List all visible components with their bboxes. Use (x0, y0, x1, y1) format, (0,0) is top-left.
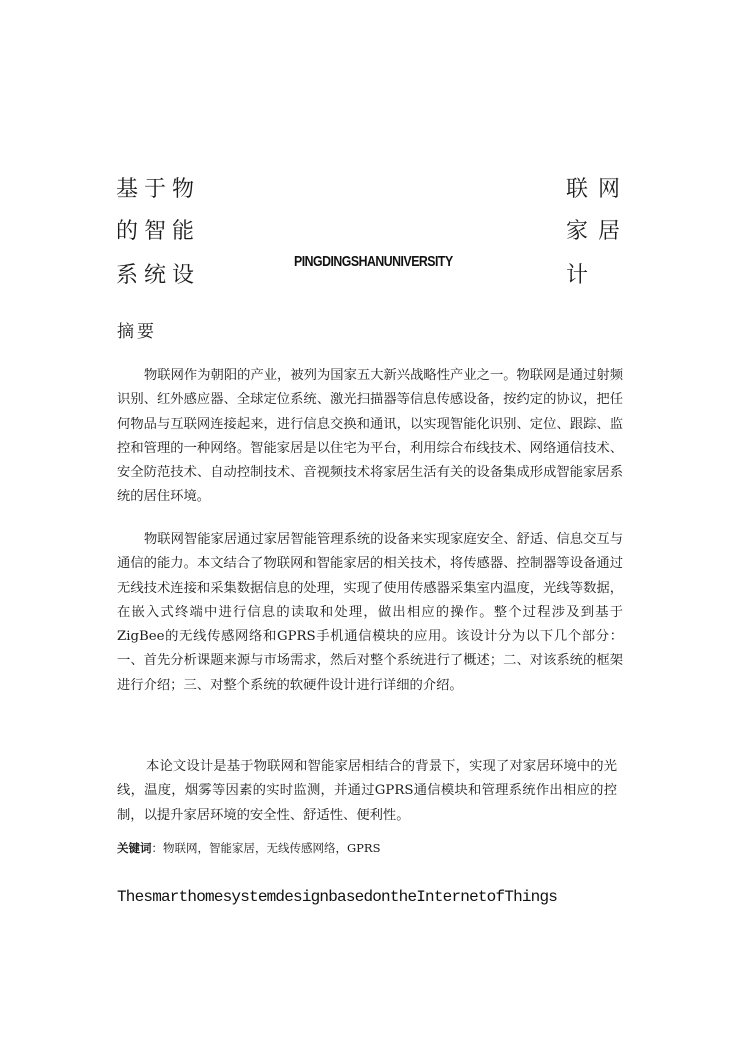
keywords-text: ：物联网，智能家居，无线传感网络，GPRS (151, 841, 381, 855)
english-title: ThesmarthomesystemdesignbasedontheInternetofThings (117, 888, 558, 906)
title-left-line-2: 的智能 (116, 219, 201, 244)
title-right-line-1: 联网 (566, 177, 631, 202)
title-left-line-3: 系统设 (116, 263, 201, 288)
abstract-paragraph-3: 本论文设计是基于物联网和智能家居相结合的背景下，实现了对家居环境中的光线，温度，烟雾等因素的实时监测，并通过GPRS通信模块和管理系统作出相应的控制，以提升家居环境的安全性、舒适性、便利性。 (117, 759, 617, 823)
university-name: PINGDINGSHANUNIVERSITY (294, 253, 453, 270)
keywords-label: 关键词 (117, 841, 152, 855)
abstract-paragraph-2: 物联网智能家居通过家居智能管理系统的设备来实现家庭安全、舒适、信息交互与通信的能力。本文结合了物联网和智能家居的相关技术，将传感器、控制器等设备通过无线技术连接和采集数据信息的处理，实现了使用传感器采集室内温度，光线等数据，在嵌入式终端中进行信息的读取和处理，做出相应的操作。整个过程涉及到基于ZigBee的无线传感网络和GPRS手机通信模块的应用。该设计分为以下几个部分：一、首先分析课题来源与市场需求，然后对整个系统进行了概述；二、对该系统的框架进行介绍；三、对整个系统的软硬件设计进行详细的介绍。 (117, 532, 623, 693)
abstract-heading: 摘要 (117, 322, 157, 342)
title-left-line-1: 基于物 (116, 177, 201, 202)
title-right-line-2: 家居 (566, 219, 631, 244)
abstract-paragraph-1: 物联网作为朝阳的产业，被列为国家五大新兴战略性产业之一。物联网是通过射频识别、红外感应器、全球定位系统、激光扫描器等信息传感设备，按约定的协议，把任何物品与互联网连接起来，进行信息交换和通讯，以实现智能化识别、定位、跟踪、监控和管理的一种网络。智能家居是以住宅为平台，利用综合布线技术、网络通信技术、安全防范技术、自动控制技术、音视频技术将家居生活有关的设备集成形成智能家居系统的居住环境。 (117, 368, 623, 505)
keywords-line (117, 840, 380, 856)
title-right-line-3: 计 (566, 263, 599, 288)
